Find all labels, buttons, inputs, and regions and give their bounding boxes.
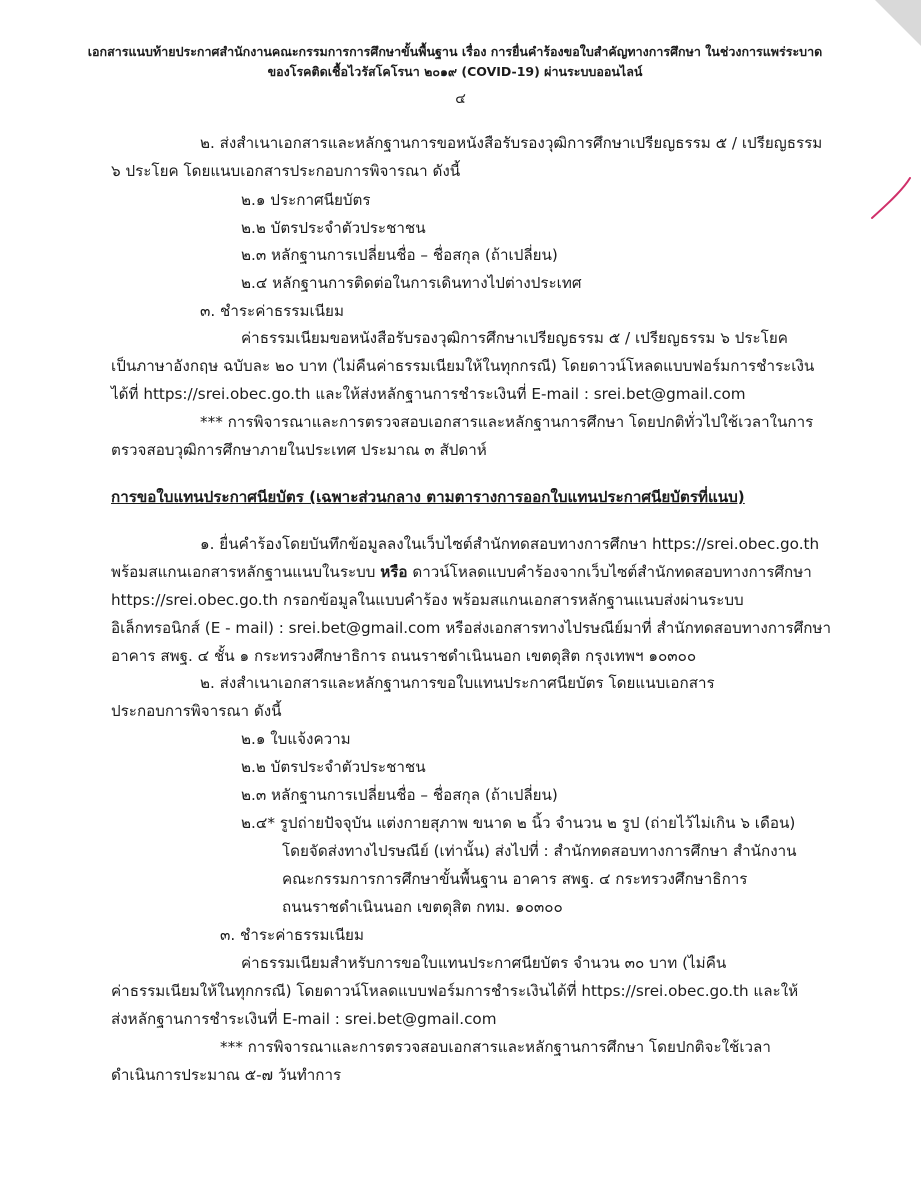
p2-item-2: ๒.๒ บัตรประจำตัวประชาชน — [241, 758, 426, 776]
p2-item-4-line2: โดยจัดส่งทางไปรษณีย์ (เท่านั้น) ส่งไปที่ : สำนักทดสอบทางการศึกษา สำนักงาน — [282, 842, 797, 860]
p2-step1-line2: พร้อมสแกนเอกสารหลักฐานแนบในระบบ หรือ ดาวน์โหลดแบบคำร้องจากเว็บไซต์สำนักทดสอบทางการศึกษา — [111, 563, 812, 581]
p2-step2-line2: ประกอบการพิจารณา ดังนี้ — [111, 702, 282, 720]
p2-item-1: ๒.๑ ใบแจ้งความ — [241, 730, 351, 748]
p2-note-line2: ดำเนินการประมาณ ๕-๗ วันทำการ — [111, 1066, 342, 1084]
p2-item-4-line3: คณะกรรมการการศึกษาขั้นพื้นฐาน อาคาร สพฐ. ๔ กระทรวงศึกษาธิการ — [282, 870, 748, 888]
p1-note-line1: *** การพิจารณาและการตรวจสอบเอกสารและหลักฐานการศึกษา โดยปกติทั่วไปใช้เวลาในการ — [200, 413, 814, 431]
p2-item-3: ๒.๓ หลักฐานการเปลี่ยนชื่อ – ชื่อสกุล (ถ้าเปลี่ยน) — [241, 786, 558, 804]
p1-item-3: ๒.๓ หลักฐานการเปลี่ยนชื่อ – ชื่อสกุล (ถ้าเปลี่ยน) — [241, 246, 558, 264]
document-header — [60, 42, 850, 82]
p2-fee-line2: ค่าธรรมเนียมให้ในทุกกรณี) โดยดาวน์โหลดแบบฟอร์มการชำระเงินได้ที่ https://srei.obec.go.th และให้ — [111, 982, 799, 1000]
p1-fee-line2: เป็นภาษาอังกฤษ ฉบับละ ๒๐ บาท (ไม่คืนค่าธรรมเนียมให้ในทุกกรณี) โดยดาวน์โหลดแบบฟอร์มการชำระเงิน — [111, 357, 815, 375]
p1-item-4: ๒.๔ หลักฐานการติดต่อในการเดินทางไปต่างประเทศ — [241, 274, 582, 292]
p2-item-4-line4: ถนนราชดำเนินนอก เขตดุสิต กทม. ๑๐๓๐๐ — [282, 898, 563, 916]
p1-step2-line2: ๖ ประโยค โดยแนบเอกสารประกอบการพิจารณา ดังนี้ — [111, 162, 461, 180]
p2-step1-line5: อาคาร สพฐ. ๔ ชั้น ๑ กระทรวงศึกษาธิการ ถนนราชดำเนินนอก เขตดุสิต กรุงเทพฯ ๑๐๓๐๐ — [111, 647, 697, 665]
p1-note-line2: ตรวจสอบวุฒิการศึกษาภายในประเทศ ประมาณ ๓ สัปดาห์ — [111, 441, 487, 459]
p2-fee-line3: ส่งหลักฐานการชำระเงินที่ E-mail : srei.bet@gmail.com — [111, 1010, 497, 1028]
p1-fee-heading: ๓. ชำระค่าธรรมเนียม — [200, 302, 344, 320]
page-corner-fold — [875, 0, 921, 46]
p2-note-line1: *** การพิจารณาและการตรวจสอบเอกสารและหลักฐานการศึกษา โดยปกติจะใช้เวลา — [220, 1038, 771, 1056]
p2-fee-line1: ค่าธรรมเนียมสำหรับการขอใบแทนประกาศนียบัตร จำนวน ๓๐ บาท (ไม่คืน — [241, 954, 727, 972]
p1-item-1: ๒.๑ ประกาศนียบัตร — [241, 191, 371, 209]
page-number: ๔ — [455, 91, 466, 107]
p2-step1-line1: ๑. ยื่นคำร้องโดยบันทึกข้อมูลลงในเว็บไซต์สำนักทดสอบทางการศึกษา https://srei.obec.go.th — [200, 535, 820, 553]
p1-item-2: ๒.๒ บัตรประจำตัวประชาชน — [241, 219, 426, 237]
p2-step2-line1: ๒. ส่งสำเนาเอกสารและหลักฐานการขอใบแทนประกาศนียบัตร โดยแนบเอกสาร — [200, 674, 715, 692]
p1-fee-line3: ได้ที่ https://srei.obec.go.th และให้ส่งหลักฐานการชำระเงินที่ E-mail : srei.bet@gmail.com — [111, 385, 746, 403]
pen-mark — [866, 172, 916, 222]
p2-item-4-line1: ๒.๔* รูปถ่ายปัจจุบัน แต่งกายสุภาพ ขนาด ๒ นิ้ว จำนวน ๒ รูป (ถ่ายไว้ไม่เกิน ๖ เดือน) — [241, 814, 796, 832]
p2-step1-line4: อิเล็กทรอนิกส์ (E - mail) : srei.bet@gmail.com หรือส่งเอกสารทางไปรษณีย์มาที่ สำนักทดสอบทางการศึกษา — [111, 619, 831, 637]
p1-fee-line1: ค่าธรรมเนียมขอหนังสือรับรองวุฒิการศึกษาเปรียญธรรม ๕ / เปรียญธรรม ๖ ประโยค — [241, 329, 788, 347]
header-line-1: เอกสารแนบท้ายประกาศสำนักงานคณะกรรมการการศึกษาขั้นพื้นฐาน เรื่อง การยื่นคำร้องขอใบสำคัญทางการศึกษา ในช่วงการแพร่ระบาด — [87, 44, 823, 59]
header-line-2: ของโรคติดเชื้อไวรัสโคโรนา ๒๐๑๙ (COVID-19) ผ่านระบบออนไลน์ — [267, 64, 643, 79]
p2-step1-line3: https://srei.obec.go.th กรอกข้อมูลในแบบคำร้อง พร้อมสแกนเอกสารหลักฐานแนบส่งผ่านระบบ — [111, 591, 744, 609]
p2-fee-heading: ๓. ชำระค่าธรรมเนียม — [220, 926, 364, 944]
or-emphasis: หรือ — [380, 563, 408, 581]
section-title: การขอใบแทนประกาศนียบัตร (เฉพาะส่วนกลาง ตามตารางการออกใบแทนประกาศนียบัตรที่แนบ) — [111, 488, 745, 506]
p1-step2-line1: ๒. ส่งสำเนาเอกสารและหลักฐานการขอหนังสือรับรองวุฒิการศึกษาเปรียญธรรม ๕ / เปรียญธรรม — [200, 134, 823, 152]
